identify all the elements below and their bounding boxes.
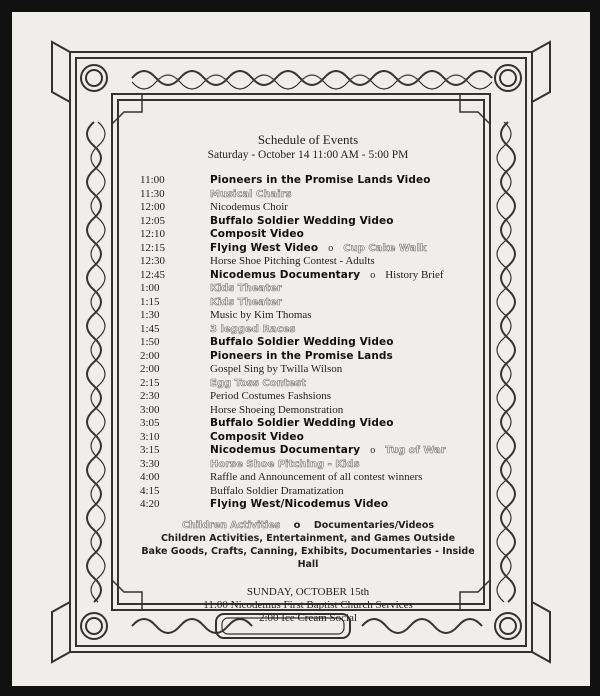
children-activities-label: Children Activities (181, 519, 281, 531)
event-name: Composit Video (210, 430, 304, 443)
schedule-row (130, 215, 486, 229)
event-time: 2:30 (140, 390, 160, 402)
schedule-row (130, 404, 486, 418)
event-name: Period Costumes Fashsions (210, 390, 332, 402)
event-name: Gospel Sing by Twilla Wilson (210, 363, 343, 375)
event-name: Raffle and Announcement of all contest winners (210, 471, 423, 483)
schedule-row (130, 309, 486, 323)
event-time: 12:10 (140, 228, 166, 240)
event-time: 12:00 (140, 201, 166, 213)
flyer-page (12, 12, 590, 686)
event-time: 1:50 (140, 336, 160, 348)
event-name: Pioneers in the Promise Lands (210, 349, 393, 362)
schedule-row (130, 228, 486, 242)
event-name: Music by Kim Thomas (210, 309, 312, 321)
schedule-row (130, 255, 486, 269)
event-time: 12:15 (140, 241, 166, 254)
event-name: Egg Toss Contest (210, 377, 307, 389)
event-separator: o (370, 445, 376, 456)
event-time: 12:30 (140, 255, 166, 267)
schedule-row (130, 444, 486, 458)
event-name: Horse Shoe Pitching Contest - Adults (210, 255, 375, 267)
event-time: 2:00 (140, 363, 160, 375)
event-time: 3:15 (140, 444, 160, 456)
event-name: Musical Chairs (210, 188, 292, 200)
schedule-row (130, 417, 486, 431)
event-name: History Brief (385, 268, 444, 281)
event-time: 2:15 (140, 376, 160, 389)
event-name: Buffalo Soldier Wedding Video (210, 417, 394, 429)
event-name: Nicodemus Documentary (210, 444, 361, 456)
footer-notes (130, 519, 486, 571)
schedule-row (130, 201, 486, 215)
schedule-row (130, 323, 486, 337)
event-name: Kids Theater (210, 283, 282, 294)
event-time: 1:30 (140, 309, 160, 321)
schedule-row (130, 458, 486, 472)
event-time: 3:00 (140, 403, 160, 416)
event-name: Flying West/Nicodemus Video (210, 498, 389, 510)
footer-separator: o (293, 519, 301, 531)
event-time: 3:10 (140, 430, 160, 443)
sunday-heading: SUNDAY, OCTOBER 15th (246, 585, 370, 598)
event-time: 1:15 (140, 295, 160, 308)
schedule-row (130, 269, 486, 283)
event-name: Nicodemus Choir (210, 201, 288, 213)
schedule-row (130, 282, 486, 296)
event-name: Nicodemus Documentary (210, 268, 361, 281)
event-name: Buffalo Soldier Dramatization (210, 484, 344, 497)
event-name: Kids Theater (210, 296, 282, 308)
schedule-row (130, 363, 486, 377)
schedule-row (130, 296, 486, 310)
event-time: 3:30 (140, 457, 160, 470)
event-time: 1:45 (140, 322, 160, 335)
page-title: Schedule of Events (257, 132, 359, 147)
schedule-row (130, 431, 486, 445)
schedule-row (130, 390, 486, 404)
page-subtitle: Saturday - October 14 11:00 AM - 5:00 PM (207, 149, 409, 161)
schedule-row (130, 188, 486, 202)
schedule-row (130, 174, 486, 188)
event-time: 4:00 (140, 471, 160, 483)
sunday-line-2: 2:00 Ice Cream Social (258, 611, 358, 624)
event-name: Buffalo Soldier Wedding Video (210, 214, 394, 227)
event-name: Buffalo Soldier Wedding Video (210, 336, 394, 348)
event-time: 12:05 (140, 214, 166, 227)
schedule-row (130, 498, 486, 512)
footer-line-1 (130, 519, 486, 532)
schedule-row (130, 471, 486, 485)
sunday-section (130, 586, 486, 625)
schedule-row (130, 242, 486, 256)
event-time: 11:30 (140, 187, 165, 200)
event-time: 2:00 (140, 349, 160, 362)
event-separator: o (370, 269, 376, 281)
event-name: Horse Shoeing Demonstration (210, 403, 344, 416)
schedule-list (130, 174, 486, 512)
schedule-row (130, 485, 486, 499)
event-name: 3 legged Races (210, 323, 296, 335)
schedule-row (130, 336, 486, 350)
event-name: Flying West Video (210, 241, 319, 254)
event-name: Tug of War (385, 445, 446, 456)
event-name: Horse Shoe Pitching - Kids (210, 458, 360, 470)
schedule-row (130, 377, 486, 391)
schedule-row (130, 350, 486, 364)
event-name: Pioneers in the Promise Lands Video (210, 174, 431, 186)
documentaries-label: Documentaries/Videos (313, 519, 435, 531)
schedule-content (130, 130, 486, 625)
event-time: 4:20 (140, 498, 160, 510)
event-name: Cup Cake Walk (343, 242, 427, 254)
event-time: 1:00 (140, 282, 160, 294)
footer-outside-line: Children Activities, Entertainment, and Games Outside (160, 532, 456, 544)
event-name: Composit Video (210, 228, 304, 240)
event-time: 11:00 (140, 174, 165, 186)
event-time: 12:45 (140, 268, 166, 281)
event-time: 3:05 (140, 417, 160, 429)
footer-inside-line: Bake Goods, Crafts, Canning, Exhibits, Documentaries - Inside Hall (141, 545, 475, 570)
sunday-line-1: 11:00 Nicodemus First Baptist Church Services (203, 598, 413, 611)
event-time: 4:15 (140, 484, 160, 497)
event-separator: o (328, 242, 334, 254)
